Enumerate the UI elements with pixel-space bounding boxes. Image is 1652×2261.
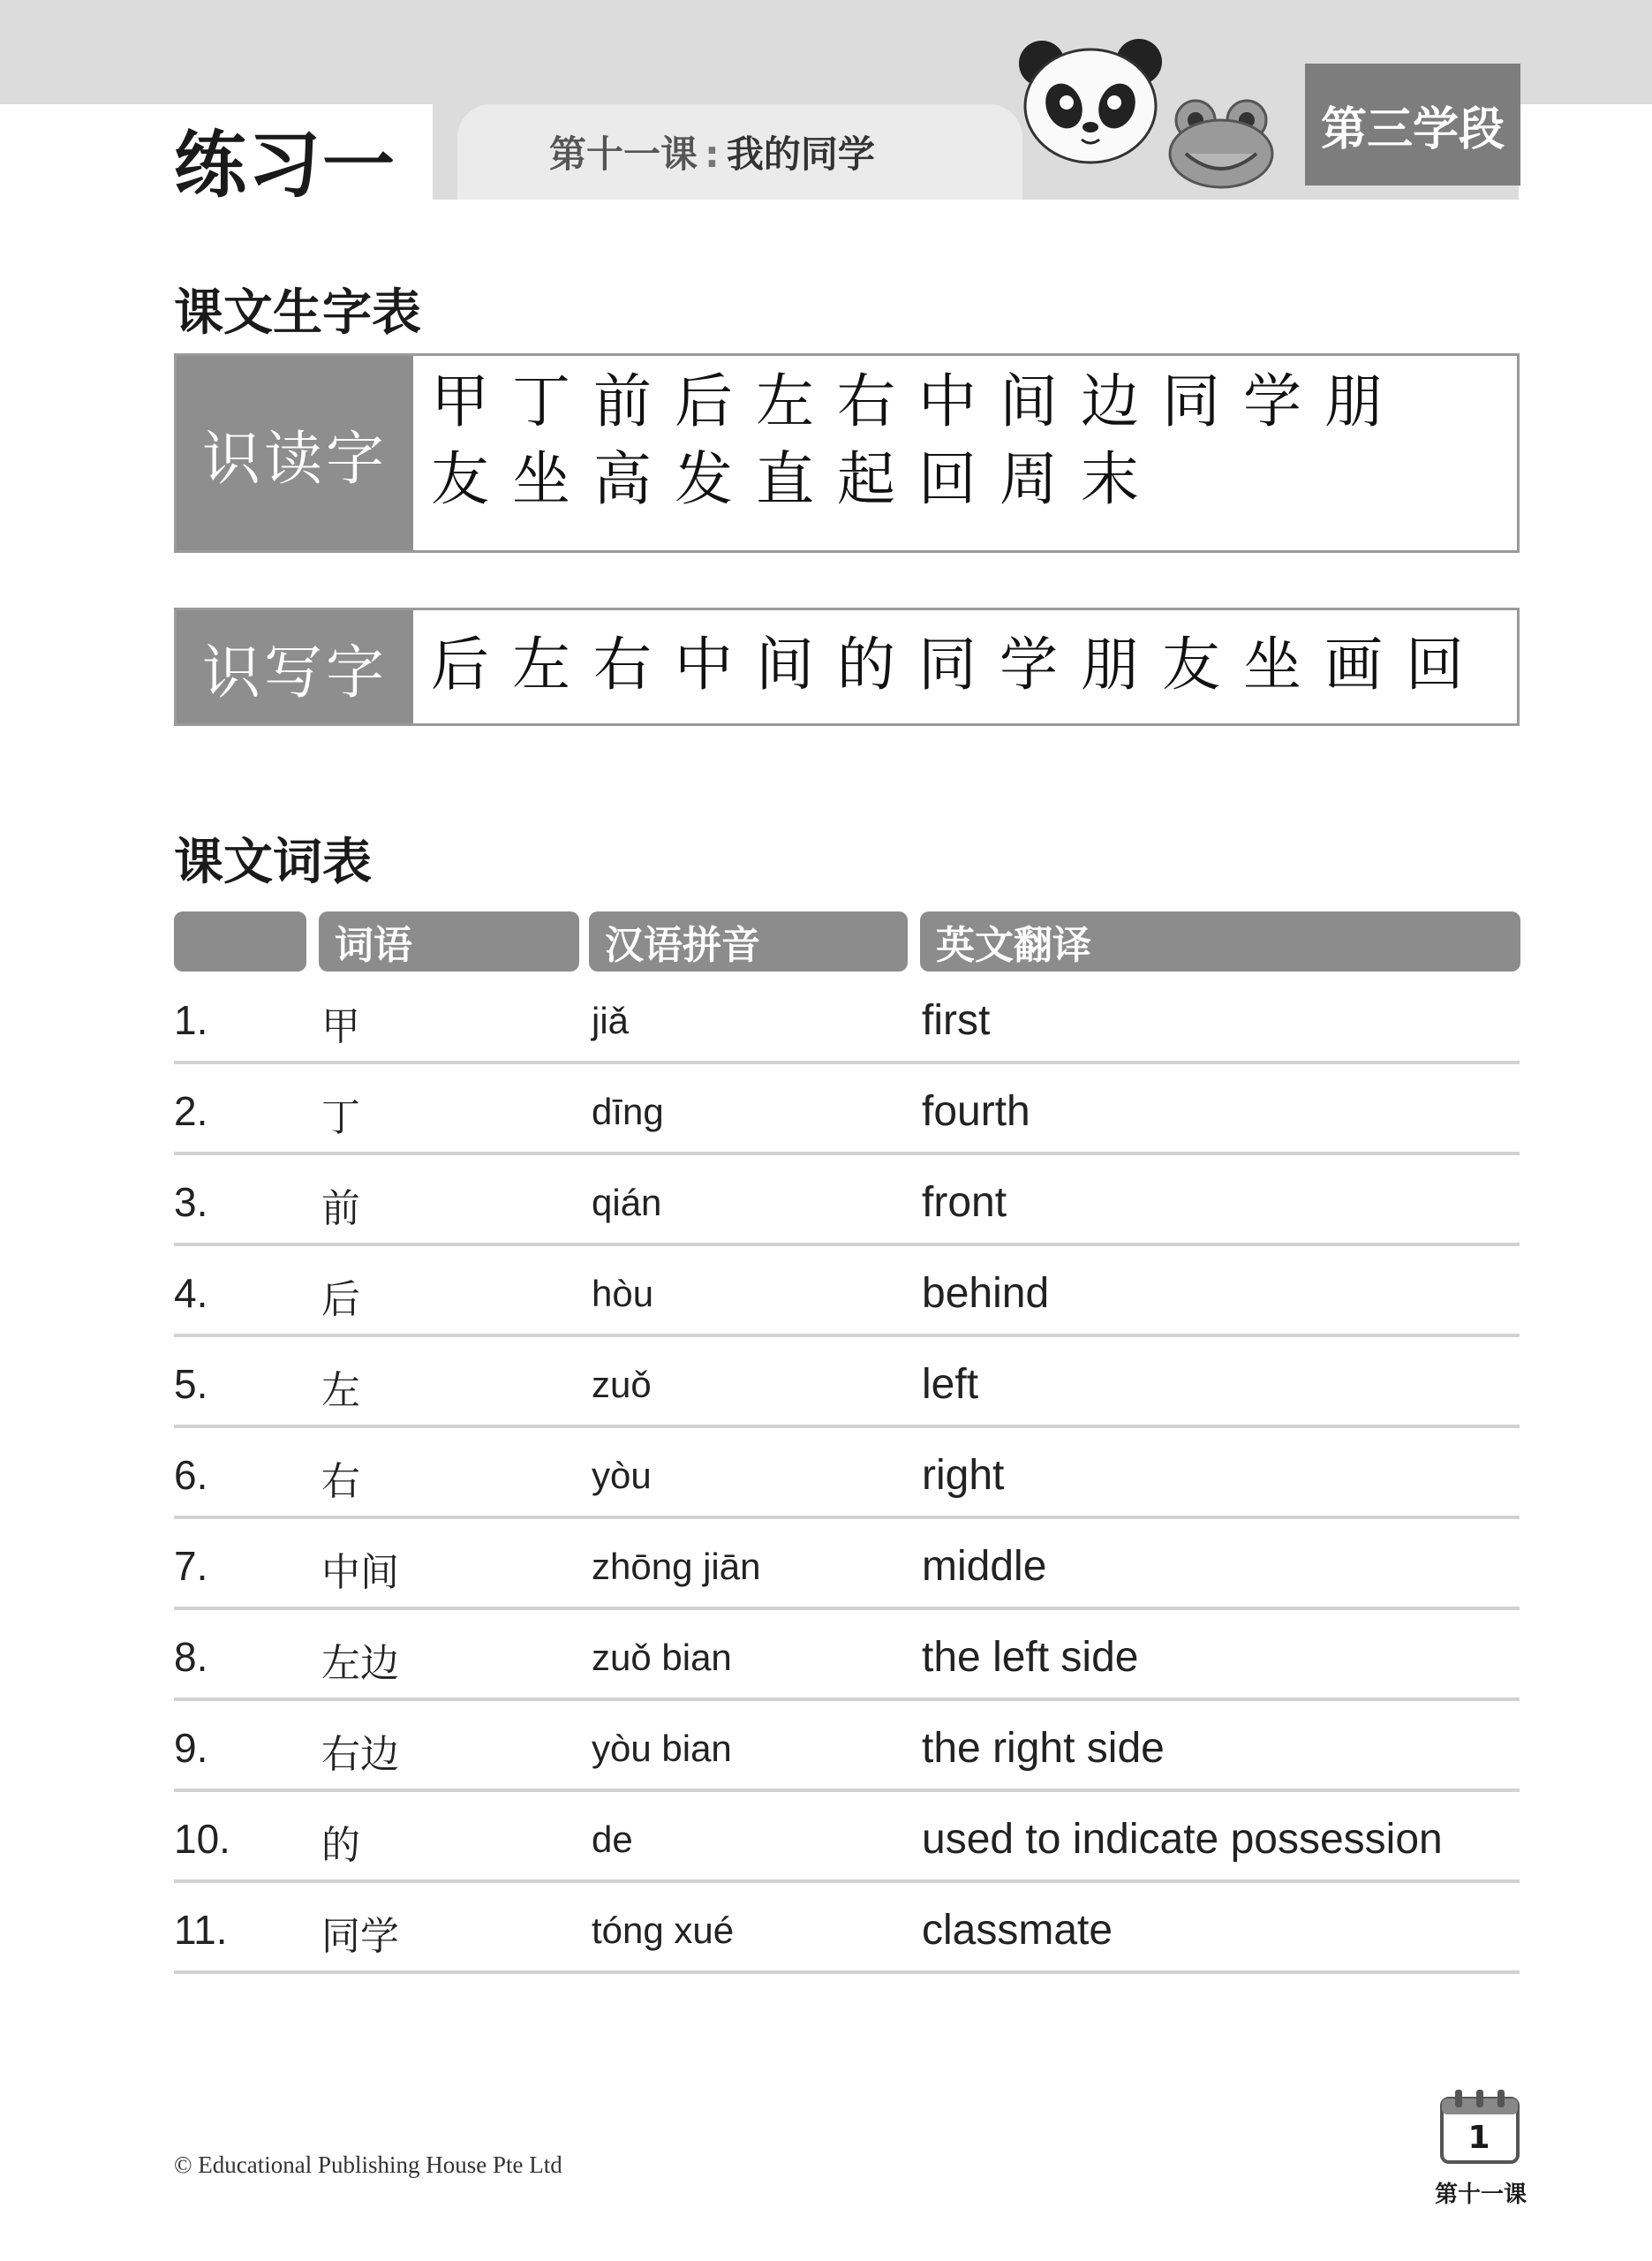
- table-row: [174, 1792, 1520, 1883]
- row-pinyin: zuǒ bian: [592, 1637, 732, 1678]
- stage-badge: 第三学段: [1305, 64, 1520, 185]
- page-number: 1: [1467, 2120, 1490, 2156]
- table-row: [174, 973, 1520, 1064]
- row-english: behind: [922, 1270, 1050, 1317]
- row-word: 丁: [321, 1095, 360, 1140]
- row-number: 1.: [174, 997, 208, 1043]
- row-english: left: [922, 1361, 979, 1408]
- table-row: [174, 1155, 1520, 1246]
- column-header-english: 英文翻译: [920, 911, 1520, 972]
- copyright: © Educational Publishing House Pte Ltd: [174, 2151, 562, 2178]
- row-word: 左: [321, 1368, 360, 1413]
- row-word: 中间: [321, 1550, 399, 1595]
- table-row: [174, 1519, 1520, 1610]
- row-word: 左边: [321, 1641, 399, 1686]
- row-pinyin: yòu bian: [592, 1728, 732, 1769]
- row-english: first: [922, 997, 991, 1044]
- row-pinyin: zhōng jiān: [592, 1546, 761, 1587]
- lesson-title: [549, 125, 875, 178]
- table-row: [174, 1610, 1520, 1701]
- row-number: 2.: [174, 1088, 208, 1134]
- table-row: [174, 1701, 1520, 1792]
- table-row: [174, 1883, 1520, 1974]
- reading-characters-line-1: 甲丁前后左右中间边同学朋: [431, 367, 1406, 435]
- row-number: 10.: [174, 1816, 230, 1862]
- row-word: 右: [321, 1459, 360, 1504]
- row-pinyin: de: [592, 1819, 633, 1860]
- reading-characters-line-2: 友坐高发直起回周末: [431, 445, 1162, 513]
- row-word: 前: [321, 1186, 360, 1231]
- lesson-separator: :: [705, 132, 720, 176]
- row-english: middle: [922, 1543, 1047, 1590]
- page-lesson-label: 第十一课: [1434, 2182, 1527, 2208]
- column-header-number: [174, 911, 306, 972]
- row-word: 的: [321, 1823, 360, 1868]
- reading-characters: [413, 356, 1517, 550]
- row-pinyin: qián: [592, 1182, 662, 1223]
- writing-label: 识写字: [177, 610, 413, 723]
- writing-characters: 后左右中间的同学朋友坐画回: [431, 631, 1487, 699]
- vocab-heading: 课文词表: [174, 833, 372, 891]
- table-row: [174, 1064, 1520, 1155]
- writing-characters-box: [174, 608, 1520, 726]
- row-pinyin: dīng: [592, 1091, 664, 1132]
- panda-mascot-icon: [1015, 35, 1165, 168]
- row-number: 7.: [174, 1543, 208, 1589]
- row-word: 后: [321, 1277, 360, 1322]
- row-english: the left side: [922, 1634, 1139, 1681]
- row-number: 6.: [174, 1452, 208, 1498]
- row-number: 4.: [174, 1270, 208, 1316]
- row-pinyin: tóng xué: [592, 1909, 735, 1951]
- row-number: 8.: [174, 1634, 208, 1680]
- row-word: 同学: [321, 1914, 399, 1959]
- row-pinyin: yòu: [592, 1455, 652, 1496]
- row-word: 甲: [321, 1004, 360, 1049]
- column-header-pinyin: 汉语拼音: [589, 911, 908, 972]
- reading-label: 识读字: [177, 356, 413, 550]
- lesson-number: 第十一课: [549, 132, 698, 176]
- section-title: 练习一: [174, 123, 397, 208]
- table-row: [174, 1246, 1520, 1337]
- row-english: classmate: [922, 1907, 1113, 1954]
- character-list-heading: 课文生字表: [174, 284, 421, 342]
- lesson-name: 我的同学: [726, 132, 875, 176]
- row-number: 9.: [174, 1725, 208, 1771]
- row-pinyin: hòu: [592, 1273, 654, 1314]
- row-number: 11.: [174, 1907, 228, 1953]
- frog-mascot-icon: [1164, 95, 1279, 193]
- reading-characters-box: [174, 353, 1520, 553]
- row-word: 右边: [321, 1732, 399, 1777]
- row-english: the right side: [922, 1725, 1165, 1772]
- row-english: used to indicate possession: [922, 1816, 1443, 1863]
- table-row: [174, 1337, 1520, 1428]
- row-english: right: [922, 1452, 1005, 1499]
- row-number: 3.: [174, 1179, 208, 1225]
- column-header-word: 词语: [319, 911, 579, 972]
- row-pinyin: zuǒ: [592, 1364, 652, 1405]
- table-row: [174, 1428, 1520, 1519]
- row-pinyin: jiǎ: [592, 1000, 630, 1041]
- row-english: fourth: [922, 1088, 1030, 1135]
- row-english: front: [922, 1179, 1007, 1226]
- row-number: 5.: [174, 1361, 208, 1407]
